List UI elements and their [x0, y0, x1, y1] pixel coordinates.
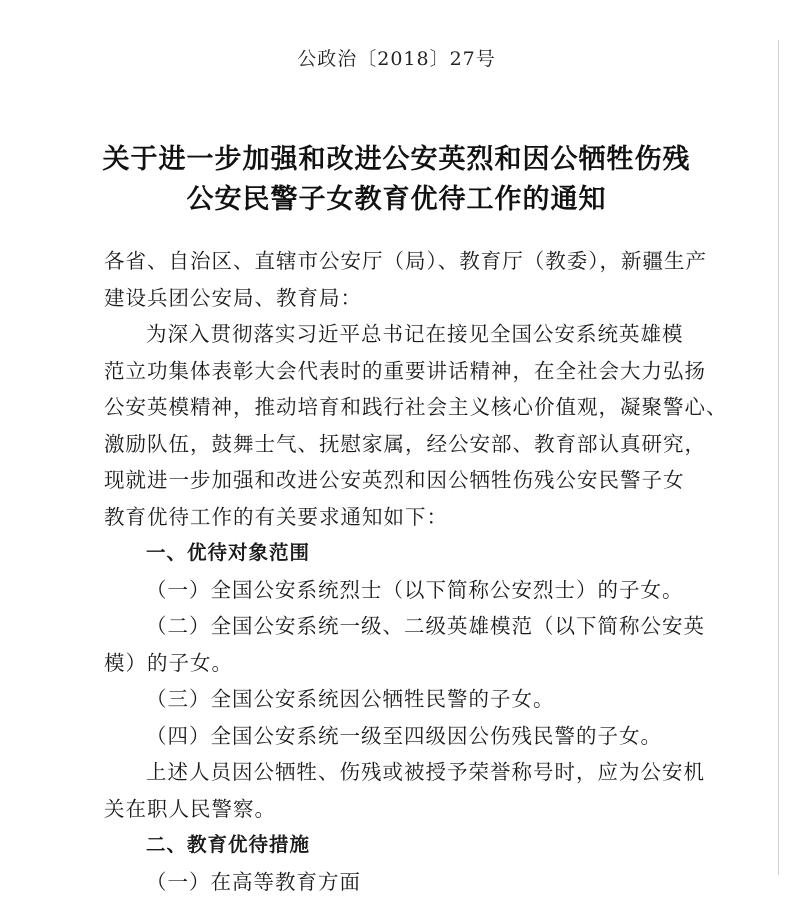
- list-item-3: （三）全国公安系统因公牺牲民警的子女。: [104, 681, 694, 718]
- intro-line-4: 激励队伍，鼓舞士气、抚慰家属，经公安部、教育部认真研究，: [104, 426, 694, 463]
- document-body: [104, 243, 694, 900]
- intro-line-1: 为深入贯彻落实习近平总书记在接见全国公安系统英雄模: [104, 316, 694, 353]
- section-1-heading: 一、优待对象范围: [104, 535, 694, 572]
- intro-line-5: 现就进一步加强和改进公安英烈和因公牺牲伤残公安民警子女: [104, 462, 694, 499]
- list-item-2-line-1: （二）全国公安系统一级、二级英雄模范（以下简称公安英: [104, 608, 694, 645]
- addressee-line-2: 建设兵团公安局、教育局：: [104, 280, 694, 317]
- intro-line-2: 范立功集体表彰大会代表时的重要讲话精神，在全社会大力弘扬: [104, 353, 694, 390]
- list-item-4: （四）全国公安系统一级至四级因公伤残民警的子女。: [104, 718, 694, 755]
- list-item-2-line-2: 模）的子女。: [104, 645, 694, 682]
- document-title-line-1: 关于进一步加强和改进公安英烈和因公牺牲伤残: [0, 137, 793, 176]
- list-item-1: （一）全国公安系统烈士（以下简称公安烈士）的子女。: [104, 572, 694, 609]
- document-number: 公政治〔2018〕27号: [0, 44, 793, 71]
- intro-line-3: 公安英模精神，推动培育和践行社会主义核心价值观，凝聚警心、: [104, 389, 694, 426]
- intro-line-6: 教育优待工作的有关要求通知如下：: [104, 499, 694, 536]
- document-title-line-2: 公安民警子女教育优待工作的通知: [0, 177, 793, 216]
- section-2-heading: 二、教育优待措施: [104, 827, 694, 864]
- addressee-line-1: 各省、自治区、直辖市公安厅（局）、教育厅（教委），新疆生产: [104, 243, 694, 280]
- subsection-1-heading: （一）在高等教育方面: [104, 864, 694, 900]
- note-line-2: 关在职人民警察。: [104, 791, 694, 828]
- note-line-1: 上述人员因公牺牲、伤残或被授予荣誉称号时，应为公安机: [104, 754, 694, 791]
